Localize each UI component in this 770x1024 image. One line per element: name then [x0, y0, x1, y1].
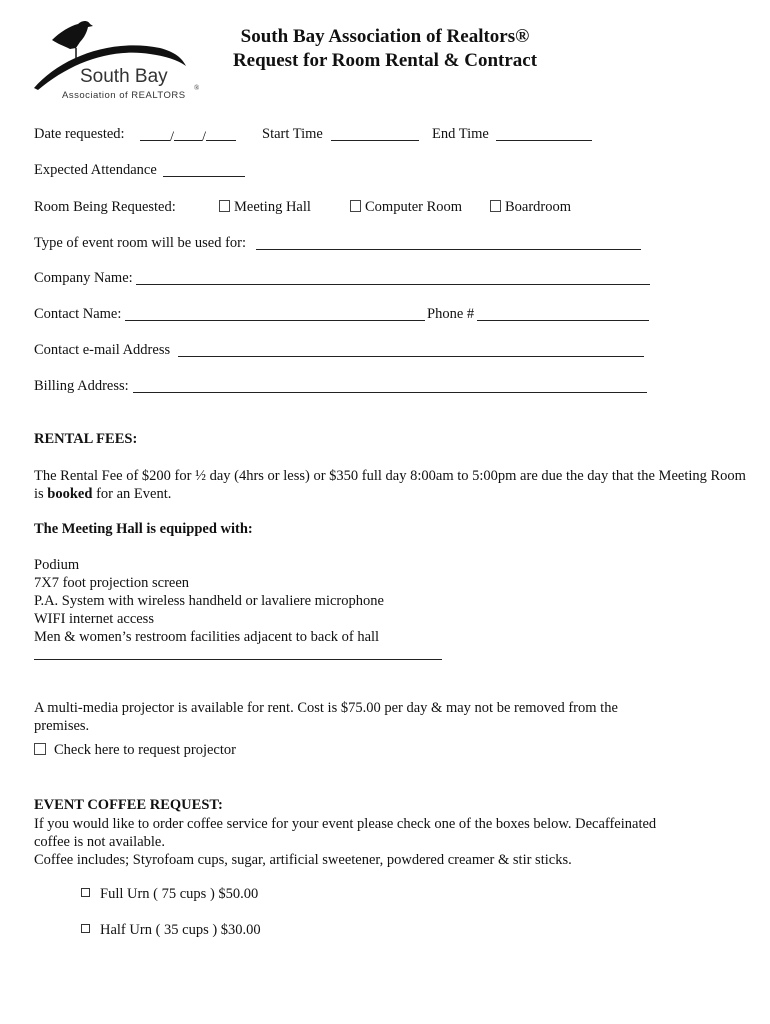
- event-type-label: Type of event room will be used for:: [34, 235, 246, 251]
- start-time-label: Start Time: [262, 126, 323, 142]
- equipment-heading: The Meeting Hall is equipped with:: [34, 521, 253, 537]
- logo-name: South Bay: [80, 66, 168, 87]
- company-name-label: Company Name:: [34, 270, 133, 286]
- south-bay-logo: [30, 18, 205, 106]
- projector-text: A multi-media projector is available for rent. Cost is $75.00 per day & may not be removed from the premises.: [34, 700, 618, 734]
- room-option-boardroom[interactable]: Boardroom: [490, 199, 571, 216]
- expected-attendance-field[interactable]: [163, 162, 245, 182]
- expected-attendance-label: Expected Attendance: [34, 162, 157, 178]
- event-type-field[interactable]: [256, 235, 641, 255]
- start-time-field[interactable]: [331, 126, 419, 146]
- date-separator: /: [202, 129, 207, 145]
- room-option-computer-room[interactable]: Computer Room: [350, 199, 462, 216]
- list-item: 7X7 foot projection screen: [34, 575, 190, 591]
- date-requested-label: Date requested:: [34, 126, 125, 142]
- rental-fees-heading: RENTAL FEES:: [34, 431, 138, 447]
- date-requested-field[interactable]: [140, 126, 236, 146]
- contact-email-field[interactable]: [178, 342, 644, 362]
- coffee-text: If you would like to order coffee service for your event please check one of the boxes below. Decaffeinated coffee is not available.: [34, 816, 657, 850]
- phone-field[interactable]: [477, 306, 649, 326]
- contact-name-label: Contact Name:: [34, 306, 122, 322]
- document-subtitle: Request for Room Rental & Contract: [232, 50, 538, 71]
- coffee-option-half-urn[interactable]: Half Urn ( 35 cups ) $30.00: [81, 922, 261, 939]
- billing-address-field[interactable]: [133, 378, 647, 398]
- checkbox-icon[interactable]: [490, 200, 501, 212]
- coffee-includes-text: Coffee includes; Styrofoam cups, sugar, artificial sweetener, powdered creamer & stir sticks.: [34, 852, 572, 868]
- end-time-label: End Time: [432, 126, 489, 142]
- room-option-meeting-hall[interactable]: Meeting Hall: [219, 199, 311, 216]
- rental-fees-text: The Rental Fee of $200 for ½ day (4hrs or less) or $350 full day 8:00am to 5:00pm are due the day that the Meeting Room is booked for an Event.: [34, 468, 746, 502]
- checkbox-icon[interactable]: [81, 924, 90, 933]
- contact-name-field[interactable]: [125, 306, 425, 326]
- end-time-field[interactable]: [496, 126, 592, 146]
- room-requested-label: Room Being Requested:: [34, 199, 176, 215]
- list-item: WIFI internet access: [34, 611, 154, 627]
- logo-registered-mark: ®: [194, 84, 200, 92]
- checkbox-icon[interactable]: [350, 200, 361, 212]
- list-item: Podium: [34, 557, 80, 573]
- coffee-option-full-urn[interactable]: Full Urn ( 75 cups ) $50.00: [81, 886, 258, 903]
- date-separator: /: [170, 129, 175, 145]
- checkbox-icon[interactable]: [81, 888, 90, 897]
- phone-label: Phone #: [427, 306, 475, 322]
- company-name-field[interactable]: [136, 270, 650, 290]
- list-item: Men & women’s restroom facilities adjacent to back of hall: [34, 629, 380, 645]
- logo-subtitle: Association of REALTORS: [62, 90, 186, 101]
- checkbox-icon[interactable]: [34, 743, 46, 755]
- section-divider: [34, 659, 442, 660]
- equipment-list: [34, 556, 746, 646]
- document-title: South Bay Association of Realtors®: [240, 26, 530, 47]
- list-item: P.A. System with wireless handheld or lavaliere microphone: [34, 593, 384, 609]
- billing-address-label: Billing Address:: [34, 378, 129, 394]
- checkbox-icon[interactable]: [219, 200, 230, 212]
- projector-checkbox-row[interactable]: Check here to request projector: [34, 742, 236, 759]
- coffee-heading: EVENT COFFEE REQUEST:: [34, 797, 223, 813]
- contact-email-label: Contact e-mail Address: [34, 342, 171, 358]
